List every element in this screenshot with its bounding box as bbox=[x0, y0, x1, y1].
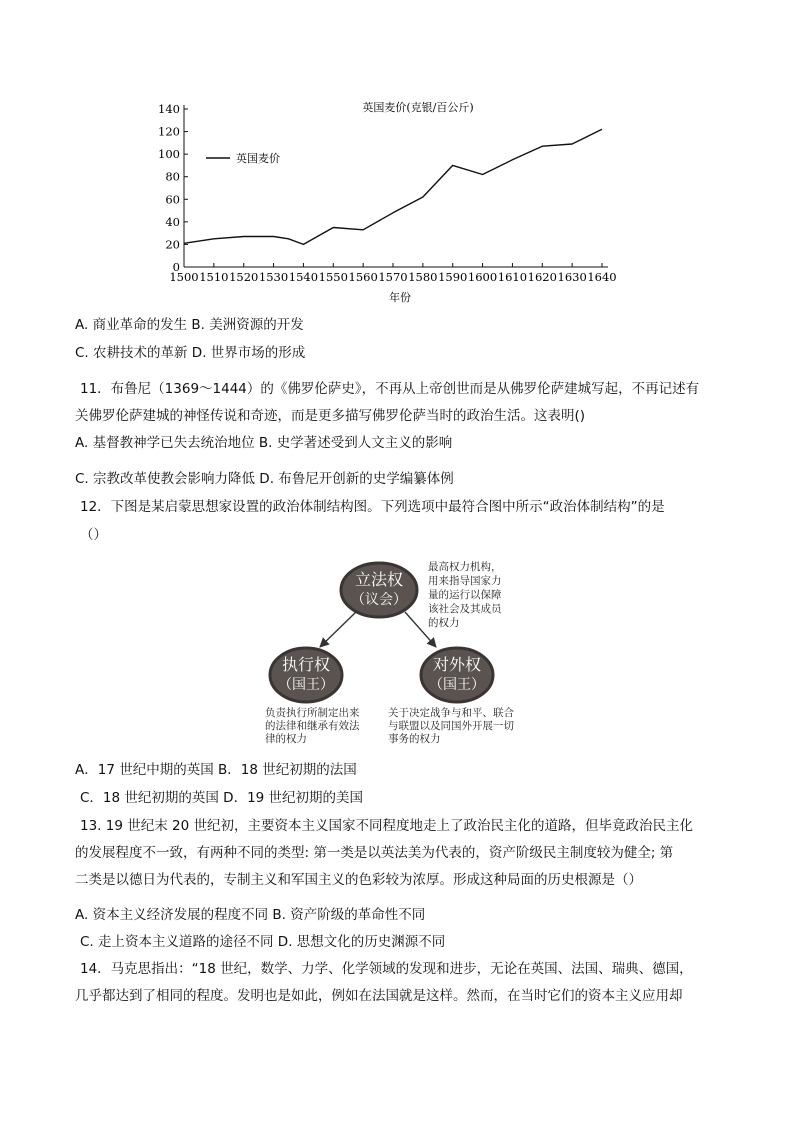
x-axis bbox=[169, 263, 616, 284]
federative-note bbox=[388, 706, 514, 745]
x-tick-label: 1530 bbox=[258, 270, 289, 284]
x-tick-label: 1580 bbox=[408, 270, 438, 284]
top-note-1: 最高权力机构， bbox=[428, 561, 502, 573]
q14-stem-line1: 14．马克思指出：“18 世纪，数学、力学、化学领域的发现和进步，无论在英国、法国、瑞典、德国， bbox=[80, 961, 693, 977]
q11-options-line2: C. 宗教改革使教会影响力降低 D. 布鲁尼开创新的史学编纂体例 bbox=[75, 471, 454, 487]
q13-stem-line3: 二类是以德日为代表的，专制主义和军国主义的色彩较为浓厚。形成这种局面的历史根源是（） bbox=[75, 872, 642, 888]
q10-options-line2: C. 农耕技术的革新 D. 世界市场的形成 bbox=[75, 345, 306, 361]
executive-sub: （国王） bbox=[278, 677, 334, 693]
x-tick-label: 1620 bbox=[527, 270, 557, 284]
top-note-2: 用来指导国家力 bbox=[428, 575, 502, 587]
x-tick-label: 1610 bbox=[497, 270, 528, 284]
executive-note bbox=[265, 706, 360, 745]
x-tick-label: 1630 bbox=[557, 270, 587, 284]
x-axis-label: 年份 bbox=[389, 291, 411, 304]
x-tick-label: 1600 bbox=[467, 270, 498, 284]
q12-options-line2: C．18 世纪初期的英国 D．19 世纪初期的美国 bbox=[80, 790, 364, 806]
left-note-3: 律的权力 bbox=[265, 733, 307, 745]
q13-stem-line2: 的发展程度不一致，有两种不同的类型: 第一类是以英法美为代表的，资产阶级民主制度较为健全; 第 bbox=[75, 845, 674, 861]
top-note-5: 的权力 bbox=[428, 617, 460, 629]
top-note-3: 量的运行以保障 bbox=[428, 589, 502, 601]
legend bbox=[206, 151, 280, 165]
q11-options-line1: A. 基督教神学已失去统治地位 B. 史学著述受到人文主义的影响 bbox=[75, 435, 453, 451]
q11-stem-line2: 关佛罗伦萨建城的神怪传说和奇迹，而是更多描写佛罗伦萨当时的政治生活。这表明() bbox=[75, 408, 586, 424]
chart-svg bbox=[150, 95, 630, 305]
y-axis bbox=[158, 102, 188, 274]
x-tick-label: 1560 bbox=[348, 270, 378, 284]
y-tick-label: 0 bbox=[172, 260, 180, 274]
x-tick-label: 1520 bbox=[229, 270, 259, 284]
x-tick-label: 1540 bbox=[288, 270, 319, 284]
wheat-price-chart bbox=[150, 95, 630, 305]
x-tick-label: 1570 bbox=[378, 270, 408, 284]
q13-stem-line1: 13. 19 世纪末 20 世纪初，主要资本主义国家不同程度地走上了政治民主化的道路，但毕竟政治民主化 bbox=[80, 818, 693, 834]
x-tick-label: 1500 bbox=[169, 270, 199, 284]
federative-sub: （国王） bbox=[429, 677, 485, 693]
y-tick-label: 120 bbox=[158, 124, 180, 139]
arrow-to-executive bbox=[320, 612, 356, 647]
right-note-1: 关于决定战争与和平、联合 bbox=[388, 707, 514, 719]
diagram-svg bbox=[255, 552, 540, 747]
y-tick-label: 60 bbox=[165, 192, 180, 207]
x-tick-label: 1510 bbox=[199, 270, 229, 284]
top-note-4: 该社会及其成员 bbox=[428, 603, 502, 615]
y-tick-label: 100 bbox=[158, 147, 180, 162]
legislative-title: 立法权 bbox=[354, 570, 404, 589]
legislative-sub: （议会） bbox=[351, 592, 407, 608]
chart-title: 英国麦价(克银/百公斤) bbox=[362, 101, 474, 114]
legend-label: 英国麦价 bbox=[236, 152, 280, 165]
q13-options-line1: A. 资本主义经济发展的程度不同 B. 资产阶级的革命性不同 bbox=[75, 907, 426, 923]
y-tick-label: 140 bbox=[158, 102, 180, 116]
q10-options-line1: A. 商业革命的发生 B. 美洲资源的开发 bbox=[75, 317, 304, 333]
q12-stem-line1: 12．下图是某启蒙思想家设置的政治体制结构图。下列选项中最符合图中所示“政治体制结构”的是 bbox=[80, 499, 665, 515]
left-note-1: 负责执行所制定出来 bbox=[265, 707, 360, 719]
series-group bbox=[184, 129, 602, 244]
x-tick-label: 1590 bbox=[438, 270, 468, 284]
executive-title: 执行权 bbox=[281, 655, 331, 674]
q13-options-line2: C. 走上资本主义道路的途径不同 D. 思想文化的历史渊源不同 bbox=[80, 934, 446, 950]
x-tick-label: 1550 bbox=[318, 270, 348, 284]
q12-options-line1: A．17 世纪中期的英国 B．18 世纪初期的法国 bbox=[75, 762, 357, 778]
q14-stem-line2: 几乎都达到了相同的程度。发明也是如此，例如在法国就是这样。然而，在当时它们的资本主义应用却 bbox=[75, 988, 683, 1004]
political-structure-diagram bbox=[255, 552, 540, 747]
series-line-wheat-price bbox=[184, 129, 602, 244]
q12-stem-line2: （） bbox=[80, 527, 107, 543]
x-tick-label: 1640 bbox=[587, 270, 617, 284]
y-tick-label: 20 bbox=[165, 237, 180, 252]
q11-stem-line1: 11．布鲁尼（1369～1444）的《佛罗伦萨史》，不再从上帝创世而是从佛罗伦萨建城写起，不再记述有 bbox=[80, 381, 700, 397]
right-note-2: 与联盟以及同国外开展一切 bbox=[388, 720, 514, 732]
right-note-3: 事务的权力 bbox=[388, 733, 441, 745]
y-tick-label: 80 bbox=[165, 169, 180, 184]
y-tick-label: 40 bbox=[165, 214, 180, 229]
left-note-2: 的法律和继承有效法 bbox=[265, 720, 360, 732]
federative-title: 对外权 bbox=[432, 655, 482, 674]
legislative-note bbox=[428, 560, 503, 629]
